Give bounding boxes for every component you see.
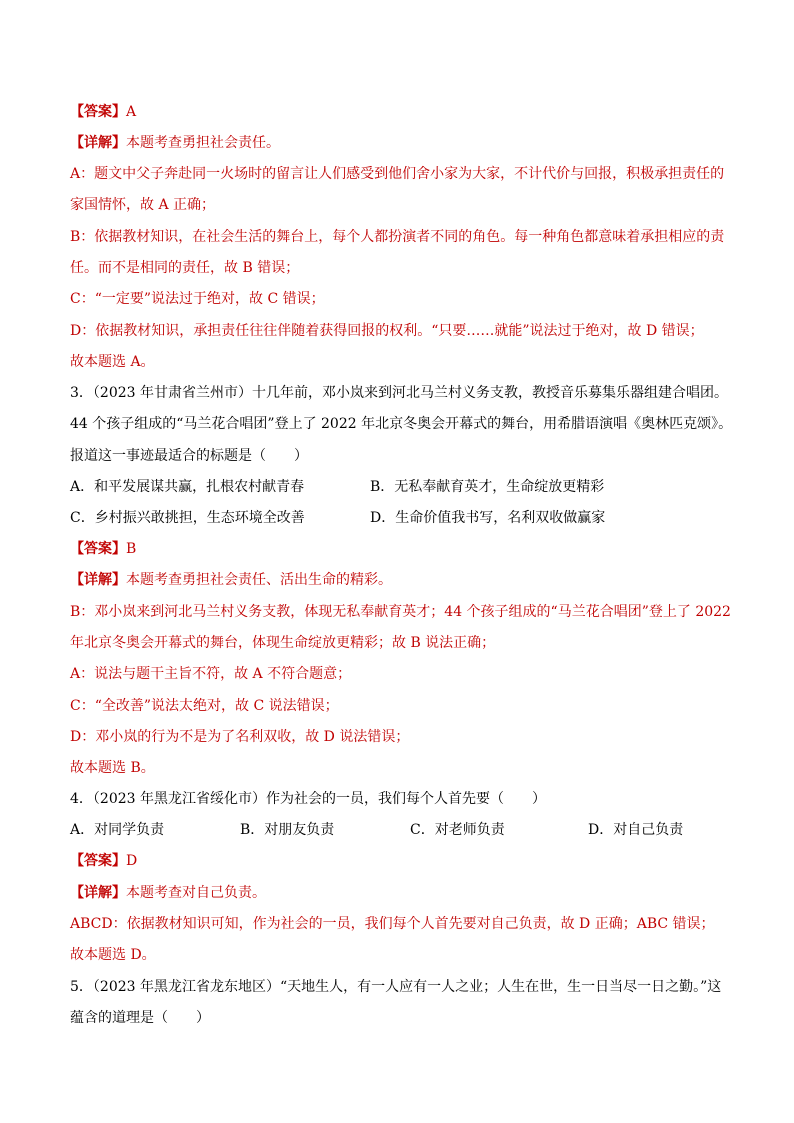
explanation-c-line: C：“一定要”说法过于绝对，故 C 错误； [70, 291, 325, 307]
detail-text: 本题考查勇担社会责任。 [126, 135, 280, 151]
q3-option-c: C．乡村振兴敢挑担，生态环境全改善 [70, 510, 305, 526]
question-5-line2: 蕴含的道理是（ ） [70, 1010, 210, 1026]
q3-option-b: B．无私奉献育英才，生命绽放更精彩 [370, 479, 605, 495]
q4-option-a: A．对同学负责 [70, 822, 165, 838]
conclusion-line: 故本题选 A。 [70, 354, 155, 370]
explanation-a-line2: 家国情怀，故 A 正确； [70, 197, 216, 213]
question-5-line1: 5．（2023 年黑龙江省龙东地区）“天地生人，有一人应有一人之业；人生在世，生一日当尽一日之勤。”这 [70, 979, 722, 995]
explanation-b-line2: 任。而不是相同的责任，故 B 错误； [70, 260, 300, 276]
q3-answer-line [70, 540, 730, 558]
q4-answer-line [70, 852, 730, 870]
q4-explanation-abcd-line: ABCD：依据教材知识可知，作为社会的一员，我们每个人首先要对自己负责，故 D 正确；ABC 错误； [70, 916, 715, 932]
explanation-a-line1: A：题文中父子奔赴同一火场时的留言让人们感受到他们舍小家为大家，不计代价与回报，积极承担责任的 [70, 166, 725, 182]
q3-explanation-b-line1: B：邓小岚来到河北马兰村义务支教，体现无私奉献育英才；44 个孩子组成的“马兰花合唱团”登上了 2022 [70, 604, 731, 620]
explanation-b-line1: B：依据教材知识，在社会生活的舞台上，每个人都扮演者不同的角色。每一种角色都意味着承担相应的责 [70, 229, 725, 245]
q4-option-d: D．对自己负责 [588, 822, 684, 838]
q4-conclusion-line: 故本题选 D。 [70, 947, 156, 963]
question-3-line1: 3．（2023 年甘肃省兰州市）十几年前，邓小岚来到河北马兰村义务支教，教授音乐募集乐器组建合唱团。 [70, 385, 728, 401]
q3-detail-line [70, 571, 730, 589]
answer-tag: 【答案】 [70, 104, 126, 120]
answer-value: D [126, 853, 138, 869]
question-4-line1: 4．（2023 年黑龙江省绥化市）作为社会的一员，我们每个人首先要（ ） [70, 791, 546, 807]
question-3-line2: 44 个孩子组成的“马兰花合唱团”登上了 2022 年北京冬奥会开幕式的舞台，用希腊语演唱《奥林匹克颂》。 [70, 416, 733, 432]
q4-detail-line [70, 884, 730, 902]
q4-option-b: B．对朋友负责 [240, 822, 335, 838]
answer-line [70, 103, 730, 121]
detail-tag: 【详解】 [70, 572, 126, 588]
answer-tag: 【答案】 [70, 541, 126, 557]
answer-value: A [126, 104, 137, 120]
q3-conclusion-line: 故本题选 B。 [70, 760, 155, 776]
detail-tag: 【详解】 [70, 135, 126, 151]
question-3-line3: 报道这一事迹最适合的标题是（ ） [70, 448, 308, 464]
detail-text: 本题考查勇担社会责任、活出生命的精彩。 [126, 572, 392, 588]
answer-value: B [126, 541, 137, 557]
q3-option-a: A．和平发展谋共赢，扎根农村献青春 [70, 479, 305, 495]
detail-tag: 【详解】 [70, 885, 126, 901]
q3-explanation-d-line: D：邓小岚的行为不是为了名利双收，故 D 说法错误； [70, 729, 410, 745]
q4-option-c: C．对老师负责 [410, 822, 505, 838]
detail-line [70, 134, 730, 152]
explanation-d-line: D：依据教材知识，承担责任往往伴随着获得回报的权利。“只要……就能”说法过于绝对，故 D 错误； [70, 323, 704, 339]
q3-explanation-a-line: A：说法与题干主旨不符，故 A 不符合题意； [70, 666, 352, 682]
answer-tag: 【答案】 [70, 853, 126, 869]
q3-explanation-c-line: C：“全改善”说法太绝对，故 C 说法错误； [70, 698, 339, 714]
detail-text: 本题考查对自己负责。 [126, 885, 266, 901]
q3-option-d: D．生命价值我书写，名利双收做赢家 [370, 510, 606, 526]
q3-explanation-b-line2: 年北京冬奥会开幕式的舞台，体现生命绽放更精彩；故 B 说法正确； [70, 635, 496, 651]
